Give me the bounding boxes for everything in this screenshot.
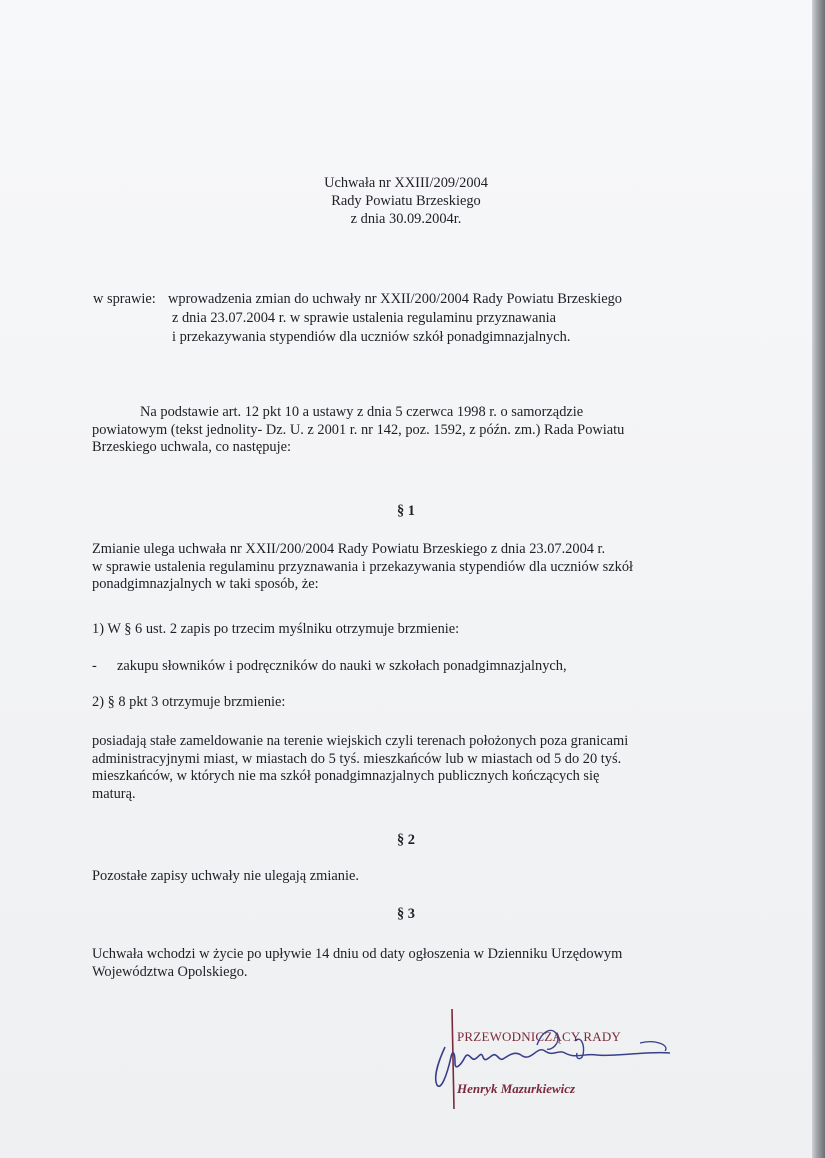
section-2-heading: § 2 bbox=[397, 832, 415, 848]
item-2-line: posiadają stałe zameldowanie na terenie wiejskich czyli terenach położonych poza granicami bbox=[92, 733, 629, 749]
section-2-text: Pozostałe zapisy uchwały nie ulegają zmianie. bbox=[92, 868, 359, 884]
item-1: 1) W § 6 ust. 2 zapis po trzecim myślniku otrzymuje brzmienie: bbox=[92, 621, 460, 637]
preamble-line: Na podstawie art. 12 pkt 10 a ustawy z dnia 5 czerwca 1998 r. o samorządzie bbox=[140, 404, 584, 420]
item-1-text: zakupu słowników i podręczników do nauki w szkołach ponadgimnazjalnych, bbox=[117, 658, 567, 674]
signature-stamp bbox=[425, 1005, 685, 1115]
section-3-line: Uchwała wchodzi w życie po upływie 14 dniu od daty ogłoszenia w Dzienniku Urzędowym bbox=[92, 946, 623, 962]
section-1-heading: § 1 bbox=[397, 503, 415, 519]
intro-line: w sprawie ustalenia regulaminu przyznawania i przekazywania stypendiów dla uczniów szkół bbox=[92, 558, 634, 575]
handwritten-signature bbox=[425, 1005, 685, 1115]
item-2-line: administracyjnymi miast, w miastach do 5 tyś. mieszkańców lub w miastach od 5 do 20 tyś. bbox=[92, 750, 622, 767]
section-3-text bbox=[92, 946, 622, 981]
stamp-name: Henryk Mazurkiewicz bbox=[457, 1081, 576, 1096]
subject-line-2: z dnia 23.07.2004 r. w sprawie ustalenia regulaminu przyznawania bbox=[172, 310, 557, 326]
preamble bbox=[92, 404, 624, 457]
resolution-title: Uchwała nr XXIII/209/2004 bbox=[324, 175, 488, 191]
section-3-line: Województwa Opolskiego. bbox=[92, 963, 248, 980]
section-3-heading: § 3 bbox=[397, 906, 415, 922]
subject-line-1: wprowadzenia zmian do uchwały nr XXII/200/2004 Rady Powiatu Brzeskiego bbox=[168, 291, 622, 307]
item-2-line: maturą. bbox=[92, 785, 136, 802]
stamp-title: PRZEWODNICZĄCY RADY bbox=[457, 1029, 622, 1044]
preamble-line: Brzeskiego uchwala, co następuje: bbox=[92, 439, 291, 455]
scan-edge bbox=[812, 0, 825, 1158]
item-2-text bbox=[92, 733, 628, 803]
subject-label: w sprawie: bbox=[93, 291, 156, 307]
intro-line: ponadgimnazjalnych w taki sposób, że: bbox=[92, 576, 319, 592]
resolution-date: z dnia 30.09.2004r. bbox=[350, 211, 462, 227]
item-2: 2) § 8 pkt 3 otrzymuje brzmienie: bbox=[92, 694, 286, 710]
section-1-intro bbox=[92, 541, 633, 594]
intro-line: Zmianie ulega uchwała nr XXII/200/2004 Rady Powiatu Brzeskiego z dnia 23.07.2004 r. bbox=[92, 541, 606, 557]
preamble-line: powiatowym (tekst jednolity- Dz. U. z 2001 r. nr 142, poz. 1592, z późn. zm.) Rada Powiatu bbox=[92, 421, 625, 438]
subject-line-3: i przekazywania stypendiów dla uczniów szkół ponadgimnazjalnych. bbox=[172, 329, 571, 345]
council-name: Rady Powiatu Brzeskiego bbox=[331, 193, 481, 209]
item-1-dash: - bbox=[92, 658, 97, 674]
item-2-line: mieszkańców, w których nie ma szkół ponadgimnazjalnych publicznych kończących się bbox=[92, 768, 600, 784]
